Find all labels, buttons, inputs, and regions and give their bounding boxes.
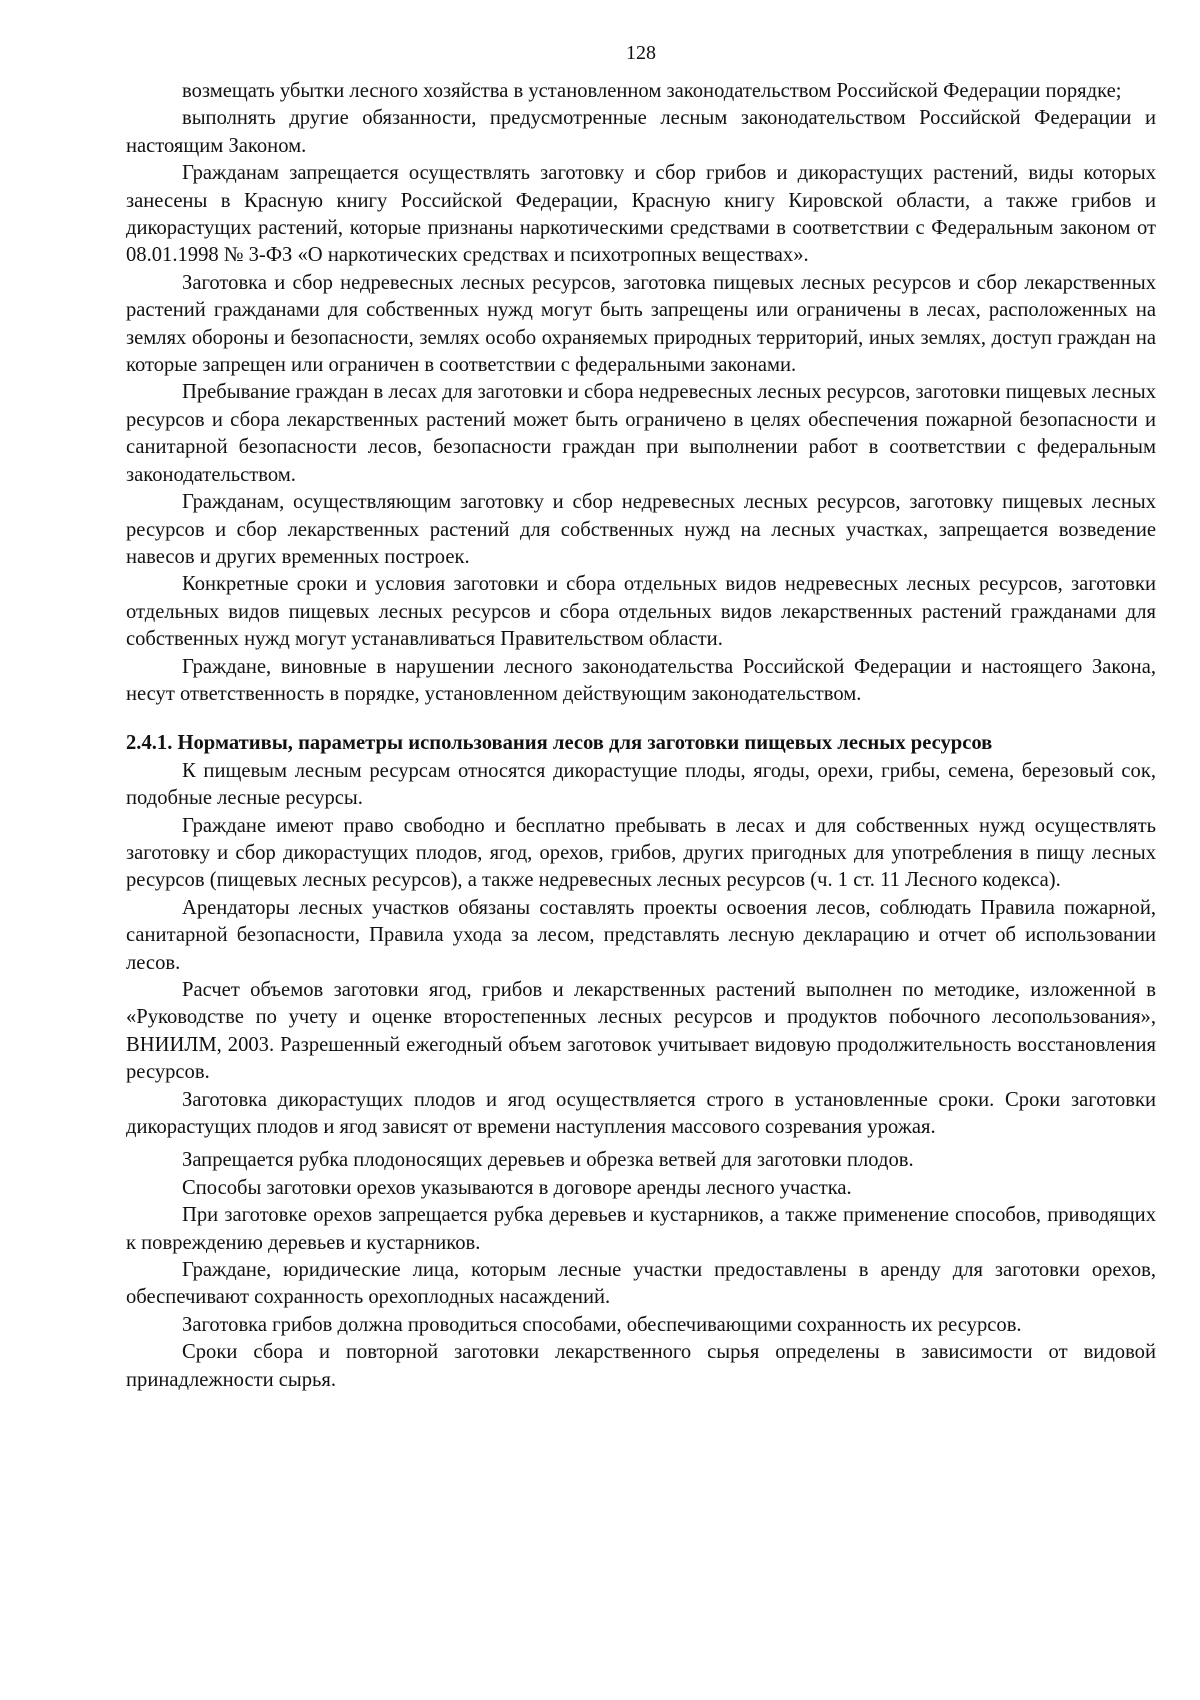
paragraph-nut-preservation: Граждане, юридические лица, которым лесные участки предоставлены в аренду для заготовки орехов, обеспечивают сохранность орехоплодных насаждений.: [126, 1259, 1156, 1309]
paragraph-mushroom-methods: Заготовка грибов должна проводиться способами, обеспечивающими сохранность их ресурсов.: [182, 1313, 1022, 1336]
paragraph-food-resources: К пищевым лесным ресурсам относятся дикорастущие плоды, ягоды, орехи, грибы, семена, березовый сок, подобные лесные ресурсы.: [126, 759, 1156, 810]
paragraph-harvest-terms: Заготовка дикорастущих плодов и ягод осуществляется строго в установленные сроки. Сроки заготовки дикорастущих плодов и ягод зависят от времени наступления массового созревания урожая.: [126, 1088, 1156, 1139]
paragraph-specific-terms: Конкретные сроки и условия заготовки и сбора отдельных видов недревесных лесных ресурсов, заготовки отдельных видов пищевых лесных ресурсов и сбора отдельных видов лекарственных растений гражданами для собственных нужд могут устанавливаться Правительством области.: [126, 573, 1156, 651]
paragraph-tenant-duties: Арендаторы лесных участков обязаны составлять проекты освоения лесов, соблюдать Правила пожарной, санитарной безопасности, Правила ухода за лесом, представлять лесную декларацию и отчет об использовании лесов.: [126, 896, 1156, 974]
paragraph-nut-methods: Способы заготовки орехов указываются в договоре аренды лесного участка.: [182, 1176, 852, 1199]
paragraph-stay-limits: Пребывание граждан в лесах для заготовки и сбора недревесных лесных ресурсов, заготовки пищевых лесных ресурсов и сбора лекарственных растений может быть ограничено в целях обеспечения пожарной безопасности и санитарной безопасности лесов, безопасности граждан при выполнении работ в соответствии с федеральным законодательством.: [126, 381, 1156, 486]
section-heading: 2.4.1. Нормативы, параметры использования лесов для заготовки пищевых лесных ресурсов: [126, 732, 993, 755]
paragraph-damages: возмещать убытки лесного хозяйства в установленном законодательством Российской Федерации порядке;: [182, 80, 1122, 102]
paragraph-liability: Граждане, виновные в нарушении лесного законодательства Российской Федерации и настоящего Закона, несут ответственность в порядке, установленном действующим законодательством.: [126, 655, 1156, 705]
paragraph-medicinal-terms: Сроки сбора и повторной заготовки лекарственного сырья определены в зависимости от видовой принадлежности сырья.: [126, 1341, 1156, 1391]
paragraph-no-cutting-fruit-trees: Запрещается рубка плодоносящих деревьев и обрезка ветвей для заготовки плодов.: [182, 1149, 914, 1172]
paragraph-restricted-lands: Заготовка и сбор недревесных лесных ресурсов, заготовка пищевых лесных ресурсов и сбор лекарственных растений гражданами для собственных нужд могут быть запрещены или ограничены в лесах, расположенных на землях обороны и безопасности, землях особо охраняемых природных территорий, иных землях, доступ граждан на которые запрещен или ограничен в соответствии с федеральными законами.: [126, 271, 1156, 377]
document-page: [126, 40, 1156, 1394]
paragraph-no-shelters: Гражданам, осуществляющим заготовку и сбор недревесных лесных ресурсов, заготовку пищевых лесных ресурсов и сбор лекарственных растений для собственных нужд на лесных участках, запрещается возведение навесов и других временных построек.: [126, 491, 1156, 568]
paragraph-citizen-rights: Граждане имеют право свободно и бесплатно пребывать в лесах и для собственных нужд осуществлять заготовку и сбор дикорастущих плодов, ягод, орехов, грибов, других пригодных для употребления в пищу лесных ресурсов (пищевых лесных ресурсов), а также недревесных лесных ресурсов (ч. 1 ст. 11 Лесного кодекса).: [126, 814, 1156, 892]
paragraph-other-duties: выполнять другие обязанности, предусмотренные лесным законодательством Российской Федерации и настоящим Законом.: [126, 107, 1156, 157]
paragraph-red-book-ban: Гражданам запрещается осуществлять заготовку и сбор грибов и дикорастущих растений, виды которых занесены в Красную книгу Российской Федерации, Красную книгу Кировской области, а также грибов и дикорастущих растений, которые признаны наркотическими средствами в соответствии с Федеральным законом от 08.01.1998 № 3-ФЗ «О наркотических средствах и психотропных веществах».: [126, 162, 1156, 267]
page-number: 128: [626, 42, 656, 64]
paragraph-nut-harvest-ban: При заготовке орехов запрещается рубка деревьев и кустарников, а также применение способов, приводящих к повреждению деревьев и кустарников.: [126, 1204, 1156, 1254]
paragraph-calculation-method: Расчет объемов заготовки ягод, грибов и лекарственных растений выполнен по методике, изложенной в «Руководстве по учету и оценке второстепенных лесных ресурсов и продуктов побочного лесопользования», ВНИИЛМ, 2003. Разрешенный ежегодный объем заготовок учитывает видовую продолжительность восстановления ресурсов.: [126, 979, 1156, 1084]
